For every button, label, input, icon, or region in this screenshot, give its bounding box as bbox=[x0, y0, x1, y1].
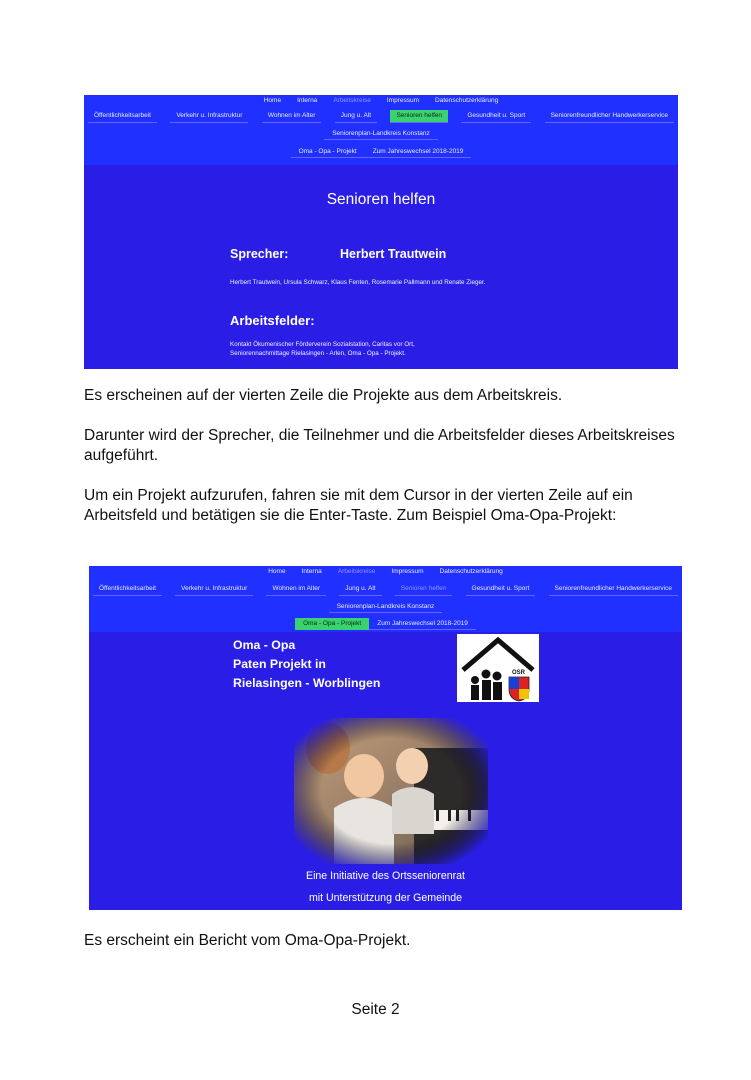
nav-arbeitskreise[interactable]: Arbeitskreise bbox=[337, 568, 376, 575]
grandparent-children-piano-photo bbox=[294, 718, 488, 864]
nav-jung-alt[interactable]: Jung u. Alt bbox=[339, 583, 381, 596]
caption-line-1: Eine Initiative des Ortsseniorenrat bbox=[306, 870, 465, 882]
paragraph-4: Es erscheint ein Bericht vom Oma-Opa-Projekt. bbox=[84, 932, 411, 949]
page-title: Senioren helfen bbox=[326, 191, 436, 208]
photo-image bbox=[294, 718, 488, 864]
nav-handwerkerservice[interactable]: Seniorenfreundlicher Handwerkerservice bbox=[545, 110, 674, 123]
website-screenshot-oma-opa-projekt bbox=[89, 566, 682, 910]
nav-second-row bbox=[89, 583, 682, 596]
nav-seniorenplan[interactable]: Seniorenplan-Landkreis Konstanz bbox=[329, 601, 443, 613]
house-family-logo-icon bbox=[457, 634, 539, 702]
nav-top-row bbox=[89, 566, 682, 577]
nav-home[interactable]: Home bbox=[268, 568, 286, 575]
project-title bbox=[233, 636, 380, 693]
nav-datenschutz[interactable]: Datenschutzerklärung bbox=[439, 568, 503, 575]
nav-third-row bbox=[84, 128, 678, 140]
nav-second-row bbox=[84, 110, 678, 123]
nav-home[interactable]: Home bbox=[263, 97, 282, 104]
fields-line-2: Seniorennachmittage Rielasingen - Arlen, Oma - Opa - Projekt. bbox=[230, 350, 406, 357]
speaker-name: Herbert Trautwein bbox=[340, 247, 447, 261]
nav-oeffentlichkeitsarbeit[interactable]: Öffentlichkeitsarbeit bbox=[88, 110, 157, 123]
nav-wohnen[interactable]: Wohnen im Alter bbox=[262, 110, 322, 123]
nav-oma-opa-projekt[interactable]: Oma - Opa - Projekt bbox=[295, 618, 369, 630]
nav-arbeitskreise[interactable]: Arbeitskreise bbox=[333, 97, 371, 104]
nav-impressum[interactable]: Impressum bbox=[391, 568, 424, 575]
speaker-label: Sprecher: bbox=[230, 247, 289, 261]
nav-oma-opa-projekt[interactable]: Oma - Opa - Projekt bbox=[291, 146, 365, 158]
logo-text: OSR bbox=[512, 670, 526, 676]
nav-handwerkerservice[interactable]: Seniorenfreundlicher Handwerkerservice bbox=[549, 583, 678, 596]
nav-impressum[interactable]: Impressum bbox=[386, 97, 420, 104]
nav-jahreswechsel[interactable]: Zum Jahreswechsel 2018-2019 bbox=[369, 618, 476, 630]
nav-interna[interactable]: Interna bbox=[301, 568, 322, 575]
project-title-line-2: Paten Projekt in bbox=[233, 657, 326, 671]
nav-datenschutz[interactable]: Datenschutzerklärung bbox=[435, 97, 499, 104]
nav-fourth-row bbox=[89, 618, 682, 630]
page-number: Seite 2 bbox=[351, 1001, 400, 1018]
nav-jung-alt[interactable]: Jung u. Alt bbox=[335, 110, 377, 123]
nav-senioren-helfen[interactable]: Senioren helfen bbox=[390, 110, 448, 123]
project-title-line-3: Rielasingen - Worblingen bbox=[233, 676, 381, 690]
fields-line-1: Kontakt Ökumenischer Förderverein Sozialstation, Caritas vor Ort, bbox=[230, 341, 415, 348]
nav-senioren-helfen[interactable]: Senioren helfen bbox=[395, 583, 453, 596]
nav-third-row bbox=[89, 601, 682, 613]
nav-gesundheit[interactable]: Gesundheit u. Sport bbox=[461, 110, 531, 123]
fields-heading: Arbeitsfelder: bbox=[230, 313, 315, 328]
nav-seniorenplan[interactable]: Seniorenplan-Landkreis Konstanz bbox=[324, 128, 438, 140]
nav-interna[interactable]: Interna bbox=[297, 97, 318, 104]
nav-wohnen[interactable]: Wohnen im Alter bbox=[266, 583, 326, 596]
paragraph-3: Um ein Projekt aufzurufen, fahren sie mit dem Cursor in der vierten Zeile auf ein Arbeitsfeld und betätigen sie die Enter-Taste. Zum Beispiel Oma-Opa-Projekt: bbox=[84, 487, 633, 524]
caption-line-2: mit Unterstützung der Gemeinde bbox=[308, 892, 463, 904]
paragraph-2: Darunter wird der Sprecher, die Teilnehmer und die Arbeitsfelder dieses Arbeitskreises aufgeführt. bbox=[84, 427, 675, 464]
project-title-line-1: Oma - Opa bbox=[233, 638, 296, 652]
paragraph-1: Es erscheinen auf der vierten Zeile die Projekte aus dem Arbeitskreis. bbox=[84, 387, 563, 404]
nav-top-row bbox=[84, 95, 678, 106]
nav-oeffentlichkeitsarbeit[interactable]: Öffentlichkeitsarbeit bbox=[93, 583, 162, 596]
osr-logo bbox=[457, 634, 539, 702]
website-screenshot-senioren-helfen bbox=[84, 95, 678, 369]
nav-gesundheit[interactable]: Gesundheit u. Sport bbox=[466, 583, 536, 596]
members-text: Herbert Trautwein, Ursula Schwarz, Klaus Fenten, Rosemarie Pallmann und Renate Zieger. bbox=[230, 279, 486, 286]
nav-verkehr[interactable]: Verkehr u. Infrastruktur bbox=[175, 583, 253, 596]
nav-verkehr[interactable]: Verkehr u. Infrastruktur bbox=[170, 110, 248, 123]
nav-jahreswechsel[interactable]: Zum Jahreswechsel 2018-2019 bbox=[365, 146, 472, 158]
nav-fourth-row bbox=[84, 146, 678, 158]
